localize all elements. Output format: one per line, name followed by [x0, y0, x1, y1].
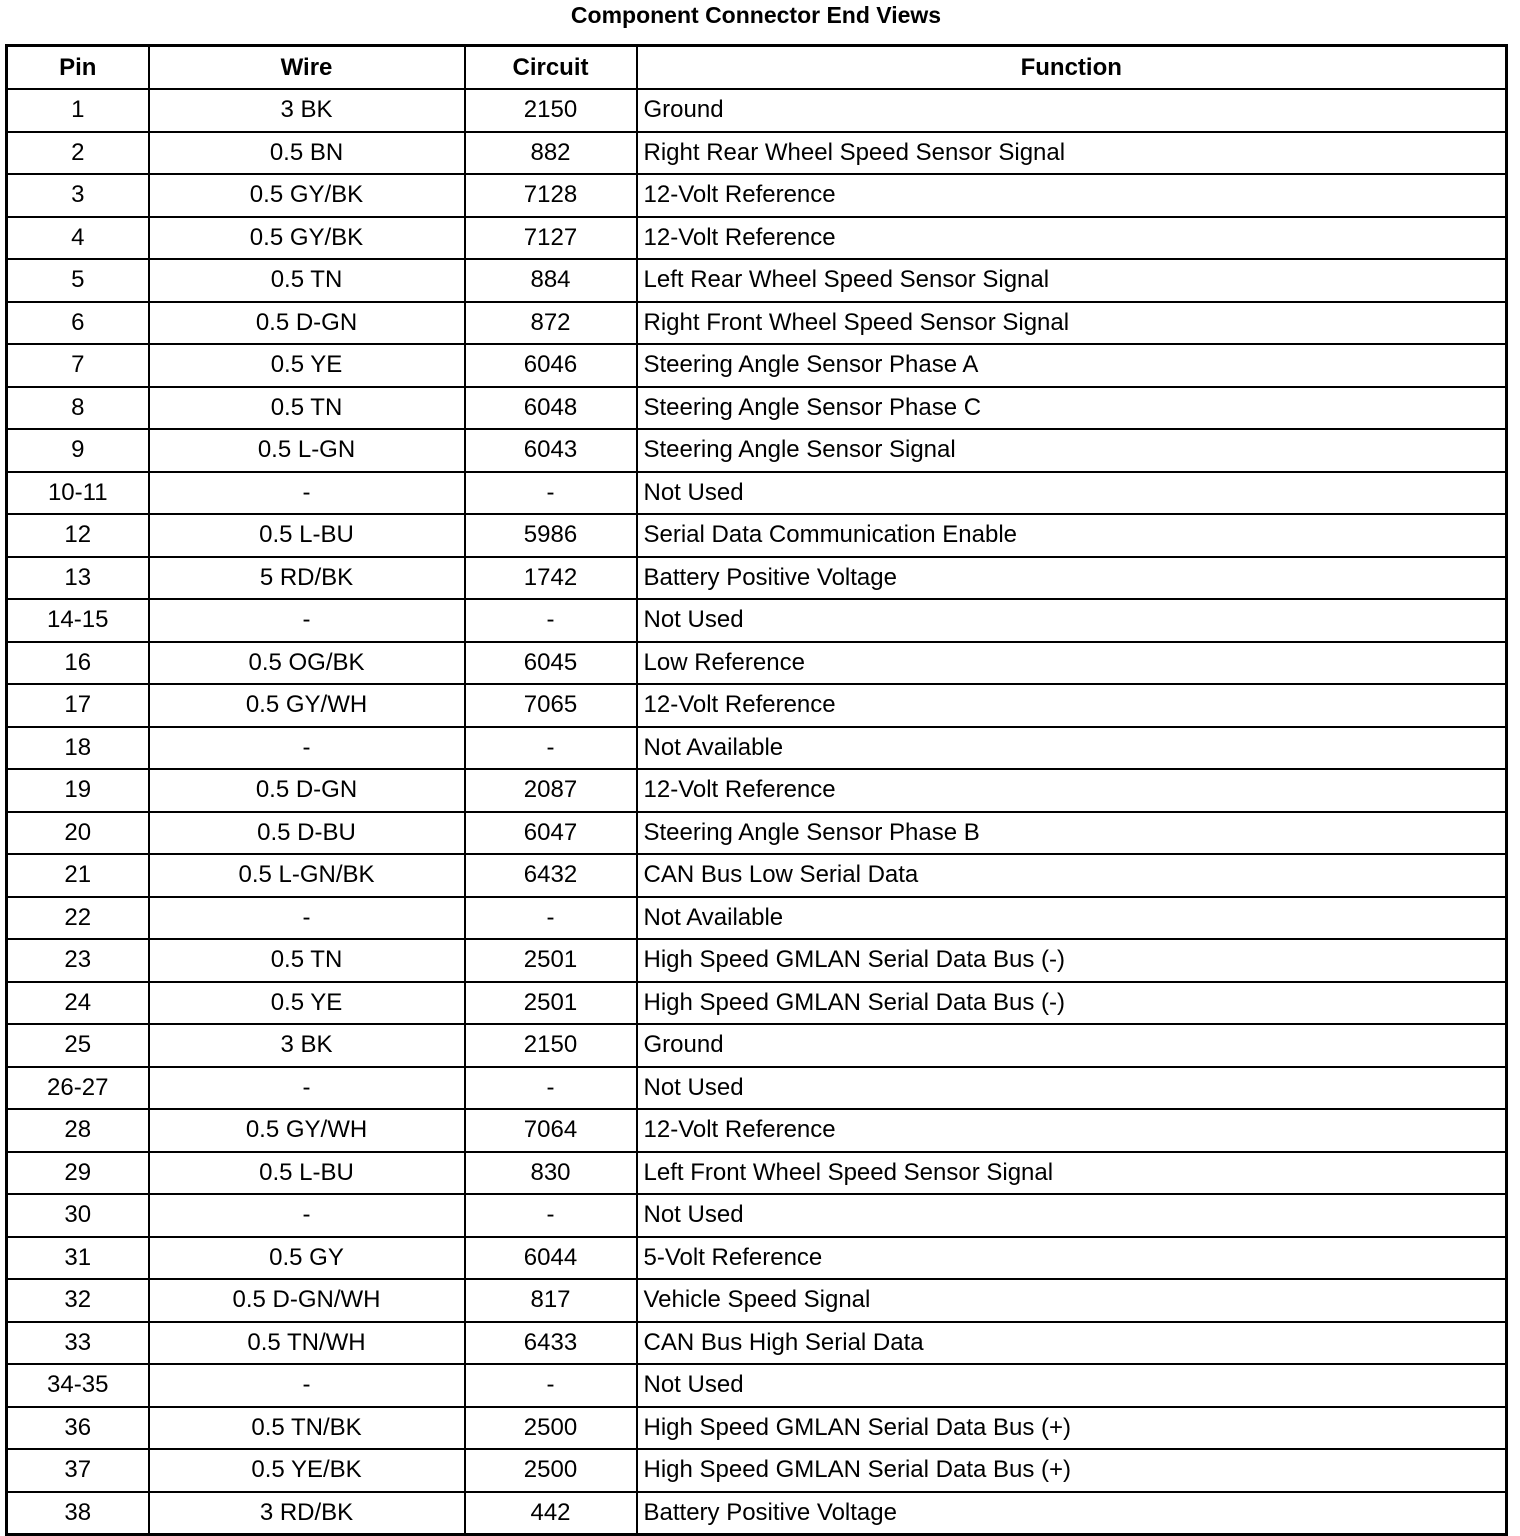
pin-cell: 7: [7, 344, 149, 387]
function-cell: CAN Bus High Serial Data: [637, 1322, 1507, 1365]
pin-cell: 10-11: [7, 472, 149, 515]
wire-cell: 0.5 YE: [149, 344, 465, 387]
table-row: [7, 429, 1507, 472]
column-header-pin: Pin: [7, 46, 149, 90]
circuit-cell: -: [465, 727, 637, 770]
pin-cell: 24: [7, 982, 149, 1025]
pin-cell: 3: [7, 174, 149, 217]
function-cell: 12-Volt Reference: [637, 1109, 1507, 1152]
table-body: [7, 89, 1507, 1535]
wire-cell: 0.5 D-BU: [149, 812, 465, 855]
wire-cell: 5 RD/BK: [149, 557, 465, 600]
pin-cell: 4: [7, 217, 149, 260]
circuit-cell: 2087: [465, 769, 637, 812]
function-cell: 12-Volt Reference: [637, 684, 1507, 727]
wire-cell: 0.5 L-GN: [149, 429, 465, 472]
function-cell: Steering Angle Sensor Phase C: [637, 387, 1507, 430]
wire-cell: 3 RD/BK: [149, 1492, 465, 1535]
circuit-cell: 7128: [465, 174, 637, 217]
table-row: [7, 769, 1507, 812]
circuit-cell: 1742: [465, 557, 637, 600]
function-cell: High Speed GMLAN Serial Data Bus (-): [637, 939, 1507, 982]
wire-cell: 0.5 TN: [149, 939, 465, 982]
circuit-cell: 7127: [465, 217, 637, 260]
wire-cell: 0.5 GY/WH: [149, 684, 465, 727]
pin-cell: 13: [7, 557, 149, 600]
function-cell: Vehicle Speed Signal: [637, 1279, 1507, 1322]
circuit-cell: -: [465, 1067, 637, 1110]
table-header-row: [7, 46, 1507, 90]
circuit-cell: 884: [465, 259, 637, 302]
wire-cell: -: [149, 472, 465, 515]
function-cell: Ground: [637, 89, 1507, 132]
table-row: [7, 1449, 1507, 1492]
table-row: [7, 1237, 1507, 1280]
table-row: [7, 642, 1507, 685]
table-row: [7, 1492, 1507, 1535]
pin-cell: 29: [7, 1152, 149, 1195]
pin-cell: 30: [7, 1194, 149, 1237]
wire-cell: 0.5 GY: [149, 1237, 465, 1280]
pin-cell: 22: [7, 897, 149, 940]
table-row: [7, 132, 1507, 175]
table-row: [7, 302, 1507, 345]
function-cell: High Speed GMLAN Serial Data Bus (-): [637, 982, 1507, 1025]
circuit-cell: 6044: [465, 1237, 637, 1280]
circuit-cell: 6043: [465, 429, 637, 472]
circuit-cell: 7064: [465, 1109, 637, 1152]
circuit-cell: -: [465, 1194, 637, 1237]
wire-cell: -: [149, 727, 465, 770]
function-cell: Battery Positive Voltage: [637, 557, 1507, 600]
table-row: [7, 897, 1507, 940]
pin-cell: 32: [7, 1279, 149, 1322]
function-cell: 5-Volt Reference: [637, 1237, 1507, 1280]
page-title: Component Connector End Views: [570, 2, 942, 28]
circuit-cell: 6433: [465, 1322, 637, 1365]
pin-cell: 17: [7, 684, 149, 727]
table-row: [7, 812, 1507, 855]
pin-cell: 28: [7, 1109, 149, 1152]
wire-cell: 0.5 BN: [149, 132, 465, 175]
wire-cell: 0.5 L-BU: [149, 1152, 465, 1195]
pin-cell: 12: [7, 514, 149, 557]
circuit-cell: -: [465, 599, 637, 642]
circuit-cell: 817: [465, 1279, 637, 1322]
function-cell: Right Front Wheel Speed Sensor Signal: [637, 302, 1507, 345]
function-cell: Steering Angle Sensor Phase A: [637, 344, 1507, 387]
wire-cell: -: [149, 1067, 465, 1110]
circuit-cell: 6047: [465, 812, 637, 855]
wire-cell: -: [149, 1194, 465, 1237]
function-cell: 12-Volt Reference: [637, 174, 1507, 217]
table-row: [7, 217, 1507, 260]
pin-cell: 21: [7, 854, 149, 897]
pin-cell: 2: [7, 132, 149, 175]
circuit-cell: 7065: [465, 684, 637, 727]
table-row: [7, 854, 1507, 897]
table-row: [7, 174, 1507, 217]
pin-cell: 16: [7, 642, 149, 685]
circuit-cell: -: [465, 472, 637, 515]
function-cell: Ground: [637, 1024, 1507, 1067]
pin-cell: 38: [7, 1492, 149, 1535]
table-row: [7, 1067, 1507, 1110]
table-row: [7, 259, 1507, 302]
circuit-cell: 6045: [465, 642, 637, 685]
pin-cell: 23: [7, 939, 149, 982]
function-cell: Not Used: [637, 472, 1507, 515]
function-cell: Left Front Wheel Speed Sensor Signal: [637, 1152, 1507, 1195]
circuit-cell: 6046: [465, 344, 637, 387]
wire-cell: 0.5 GY/BK: [149, 174, 465, 217]
circuit-cell: 872: [465, 302, 637, 345]
pin-cell: 20: [7, 812, 149, 855]
wire-cell: 0.5 L-GN/BK: [149, 854, 465, 897]
pin-cell: 18: [7, 727, 149, 770]
circuit-cell: 2501: [465, 939, 637, 982]
column-header-wire: Wire: [149, 46, 465, 90]
wire-cell: 0.5 L-BU: [149, 514, 465, 557]
wire-cell: 0.5 TN/WH: [149, 1322, 465, 1365]
table-row: [7, 1152, 1507, 1195]
pin-cell: 31: [7, 1237, 149, 1280]
function-cell: Left Rear Wheel Speed Sensor Signal: [637, 259, 1507, 302]
wire-cell: -: [149, 897, 465, 940]
table-row: [7, 1279, 1507, 1322]
connector-pin-table: [5, 44, 1508, 1536]
wire-cell: 0.5 TN: [149, 387, 465, 430]
wire-cell: 3 BK: [149, 89, 465, 132]
table-row: [7, 1364, 1507, 1407]
table-row: [7, 472, 1507, 515]
wire-cell: 0.5 D-GN: [149, 769, 465, 812]
function-cell: Not Used: [637, 1194, 1507, 1237]
circuit-cell: -: [465, 897, 637, 940]
wire-cell: 0.5 TN: [149, 259, 465, 302]
table-row: [7, 1194, 1507, 1237]
wire-cell: 0.5 D-GN: [149, 302, 465, 345]
table-row: [7, 982, 1507, 1025]
function-cell: Steering Angle Sensor Phase B: [637, 812, 1507, 855]
column-header-circuit: Circuit: [465, 46, 637, 90]
pin-cell: 1: [7, 89, 149, 132]
table-row: [7, 1407, 1507, 1450]
function-cell: Not Used: [637, 1364, 1507, 1407]
table-row: [7, 939, 1507, 982]
table-row: [7, 344, 1507, 387]
function-cell: Low Reference: [637, 642, 1507, 685]
circuit-cell: 2500: [465, 1449, 637, 1492]
function-cell: CAN Bus Low Serial Data: [637, 854, 1507, 897]
function-cell: 12-Volt Reference: [637, 769, 1507, 812]
pin-cell: 19: [7, 769, 149, 812]
circuit-cell: 6432: [465, 854, 637, 897]
circuit-cell: 2500: [465, 1407, 637, 1450]
circuit-cell: -: [465, 1364, 637, 1407]
function-cell: Not Used: [637, 1067, 1507, 1110]
function-cell: Not Used: [637, 599, 1507, 642]
circuit-cell: 442: [465, 1492, 637, 1535]
wire-cell: 0.5 YE/BK: [149, 1449, 465, 1492]
table-row: [7, 89, 1507, 132]
pin-cell: 25: [7, 1024, 149, 1067]
pin-cell: 6: [7, 302, 149, 345]
pin-cell: 37: [7, 1449, 149, 1492]
table-row: [7, 727, 1507, 770]
circuit-cell: 882: [465, 132, 637, 175]
table-row: [7, 557, 1507, 600]
column-header-function: Function: [637, 46, 1507, 90]
pin-cell: 34-35: [7, 1364, 149, 1407]
pin-cell: 36: [7, 1407, 149, 1450]
table-row: [7, 514, 1507, 557]
wire-cell: 3 BK: [149, 1024, 465, 1067]
function-cell: Not Available: [637, 727, 1507, 770]
table-row: [7, 599, 1507, 642]
pin-cell: 26-27: [7, 1067, 149, 1110]
table-row: [7, 1109, 1507, 1152]
circuit-cell: 2150: [465, 1024, 637, 1067]
function-cell: Battery Positive Voltage: [637, 1492, 1507, 1535]
circuit-cell: 2501: [465, 982, 637, 1025]
circuit-cell: 6048: [465, 387, 637, 430]
wire-cell: -: [149, 1364, 465, 1407]
function-cell: Right Rear Wheel Speed Sensor Signal: [637, 132, 1507, 175]
pin-cell: 9: [7, 429, 149, 472]
pin-cell: 8: [7, 387, 149, 430]
wire-cell: 0.5 GY/WH: [149, 1109, 465, 1152]
function-cell: Not Available: [637, 897, 1507, 940]
wire-cell: -: [149, 599, 465, 642]
pin-cell: 14-15: [7, 599, 149, 642]
circuit-cell: 2150: [465, 89, 637, 132]
function-cell: High Speed GMLAN Serial Data Bus (+): [637, 1407, 1507, 1450]
table-row: [7, 387, 1507, 430]
circuit-cell: 5986: [465, 514, 637, 557]
wire-cell: 0.5 YE: [149, 982, 465, 1025]
wire-cell: 0.5 GY/BK: [149, 217, 465, 260]
table-row: [7, 684, 1507, 727]
function-cell: High Speed GMLAN Serial Data Bus (+): [637, 1449, 1507, 1492]
wire-cell: 0.5 TN/BK: [149, 1407, 465, 1450]
table-row: [7, 1024, 1507, 1067]
pin-cell: 33: [7, 1322, 149, 1365]
pin-cell: 5: [7, 259, 149, 302]
table-row: [7, 1322, 1507, 1365]
function-cell: Serial Data Communication Enable: [637, 514, 1507, 557]
function-cell: 12-Volt Reference: [637, 217, 1507, 260]
wire-cell: 0.5 OG/BK: [149, 642, 465, 685]
function-cell: Steering Angle Sensor Signal: [637, 429, 1507, 472]
circuit-cell: 830: [465, 1152, 637, 1195]
wire-cell: 0.5 D-GN/WH: [149, 1279, 465, 1322]
